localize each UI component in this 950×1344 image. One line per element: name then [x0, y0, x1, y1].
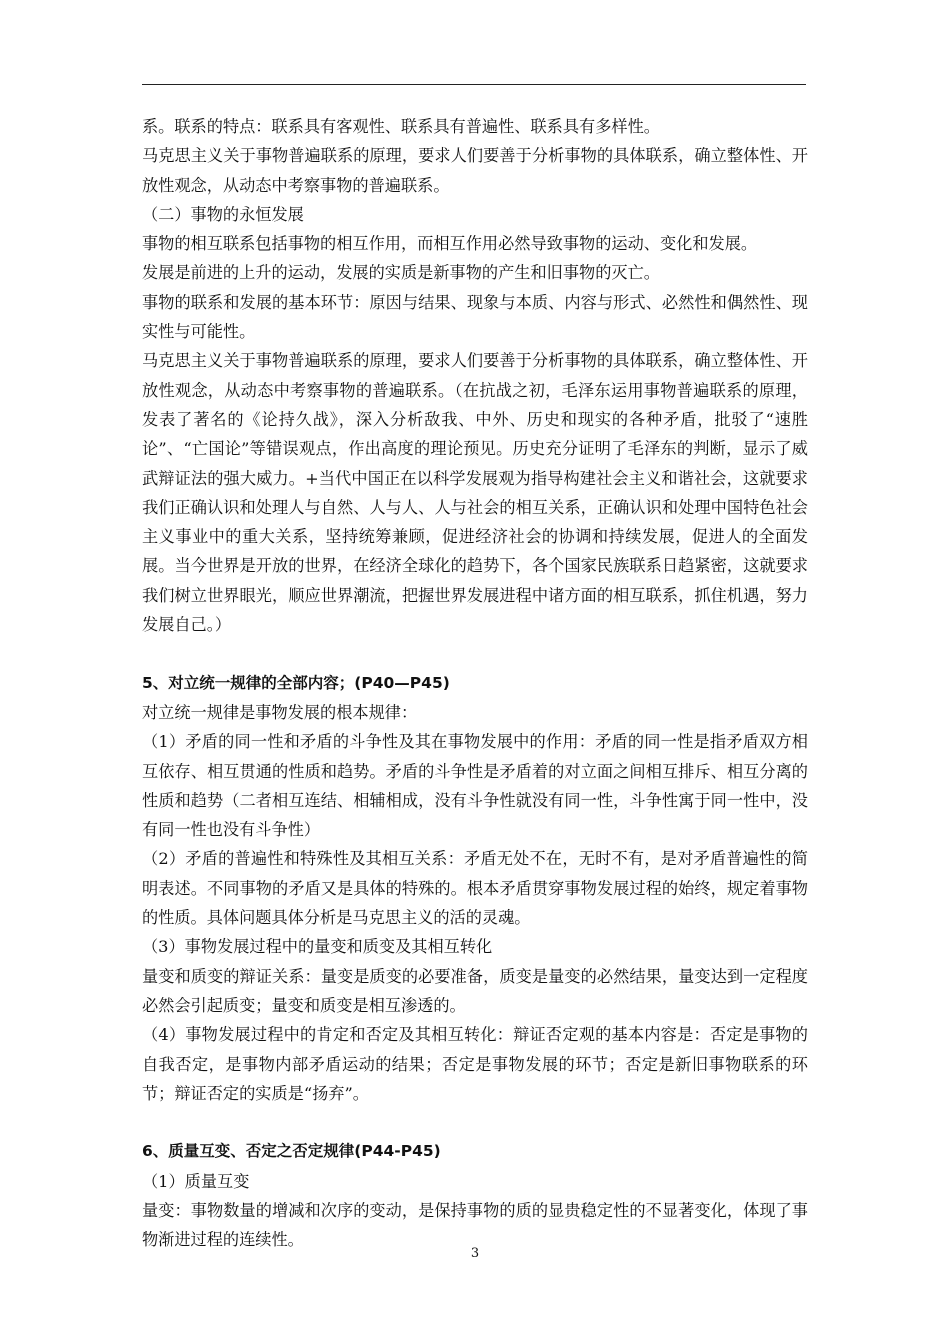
- subsection-title: （1）质量互变: [142, 1171, 250, 1191]
- paragraph: 系。联系的特点：联系具有客观性、联系具有普遍性、联系具有多样性。: [142, 117, 660, 136]
- paragraph: （1）矛盾的同一性和矛盾的斗争性及其在事物发展中的作用：矛盾的同一性是指矛盾双方相互依存、相互贯通的性质和趋势。矛盾的斗争性是矛盾着的对立面之间相互排斥、相互分离的性质和趋势（二者相互连结、相辅相成，没有斗争性就没有同一性，斗争性寓于同一性中，没有同一性也没有斗争性）: [142, 732, 808, 840]
- header-rule: [142, 84, 806, 85]
- section-heading-5: 5、对立统一规律的全部内容；(P40—P45): [142, 673, 450, 692]
- document-body: [142, 112, 808, 1255]
- subsection-title: （二）事物的永恒发展: [142, 204, 304, 224]
- section-heading-6: 6、质量互变、否定之否定规律(P44-P45): [142, 1142, 441, 1161]
- paragraph: （2）矛盾的普遍性和特殊性及其相互关系：矛盾无处不在，无时不有，是对矛盾普遍性的简明表述。不同事物的矛盾又是具体的特殊的。根本矛盾贯穿事物发展过程的始终，规定着事物的性质。具体问题具体分析是马克思主义的活的灵魂。: [142, 849, 808, 928]
- subsection-title: （3）事物发展过程中的量变和质变及其相互转化: [142, 937, 493, 957]
- paragraph: 量变：事物数量的增减和次序的变动，是保持事物的质的显贵稳定性的不显著变化，体现了事物渐进过程的连续性。: [142, 1200, 808, 1250]
- page-number: 3: [470, 1246, 480, 1261]
- paragraph: 马克思主义关于事物普遍联系的原理，要求人们要善于分析事物的具体联系，确立整体性、开放性观念，从动态中考察事物的普遍联系。（在抗战之初，毛泽东运用事物普遍联系的原理，发表了著名的《论持久战》，深入分析敌我、中外、历史和现实的各种矛盾，批驳了“速胜论”、“亡国论”等错误观点，作出高度的理论预见。历史充分证明了毛泽东的判断，显示了威武辩证法的强大威力。+当代中国正在以科学发展观为指导构建社会主义和谐社会，这就要求我们正确认识和处理人与自然、人与人、人与社会的相互关系，正确认识和处理中国特色社会主义事业中的重大关系，坚持统筹兼顾，促进经济社会的协调和持续发展，促进人的全面发展。当今世界是开放的世界，在经济全球化的趋势下，各个国家民族联系日趋紧密，这就要求我们树立世界眼光，顺应世界潮流，把握世界发展进程中诸方面的相互联系，抓住机遇，努力发展自己。）: [142, 351, 808, 635]
- paragraph: （4）事物发展过程中的肯定和否定及其相互转化：辩证否定观的基本内容是：否定是事物的自我否定，是事物内部矛盾运动的结果；否定是事物发展的环节；否定是新旧事物联系的环节；辩证否定的实质是“扬弃”。: [142, 1025, 808, 1103]
- paragraph: 事物的联系和发展的基本环节：原因与结果、现象与本质、内容与形式、必然性和偶然性、现实性与可能性。: [142, 292, 808, 342]
- spacer: [142, 1108, 808, 1137]
- spacer: [142, 639, 808, 668]
- paragraph: 马克思主义关于事物普遍联系的原理，要求人们要善于分析事物的具体联系，确立整体性、开放性观念，从动态中考察事物的普遍联系。: [142, 146, 808, 195]
- paragraph: 发展是前进的上升的运动，发展的实质是新事物的产生和旧事物的灭亡。: [142, 263, 660, 283]
- paragraph: 对立统一规律是事物发展的根本规律：: [142, 702, 418, 722]
- paragraph: 事物的相互联系包括事物的相互作用，而相互作用必然导致事物的运动、变化和发展。: [142, 234, 758, 254]
- paragraph: 量变和质变的辩证关系：量变是质变的必要准备，质变是量变的必然结果，量变达到一定程度必然会引起质变；量变和质变是相互渗透的。: [142, 966, 808, 1015]
